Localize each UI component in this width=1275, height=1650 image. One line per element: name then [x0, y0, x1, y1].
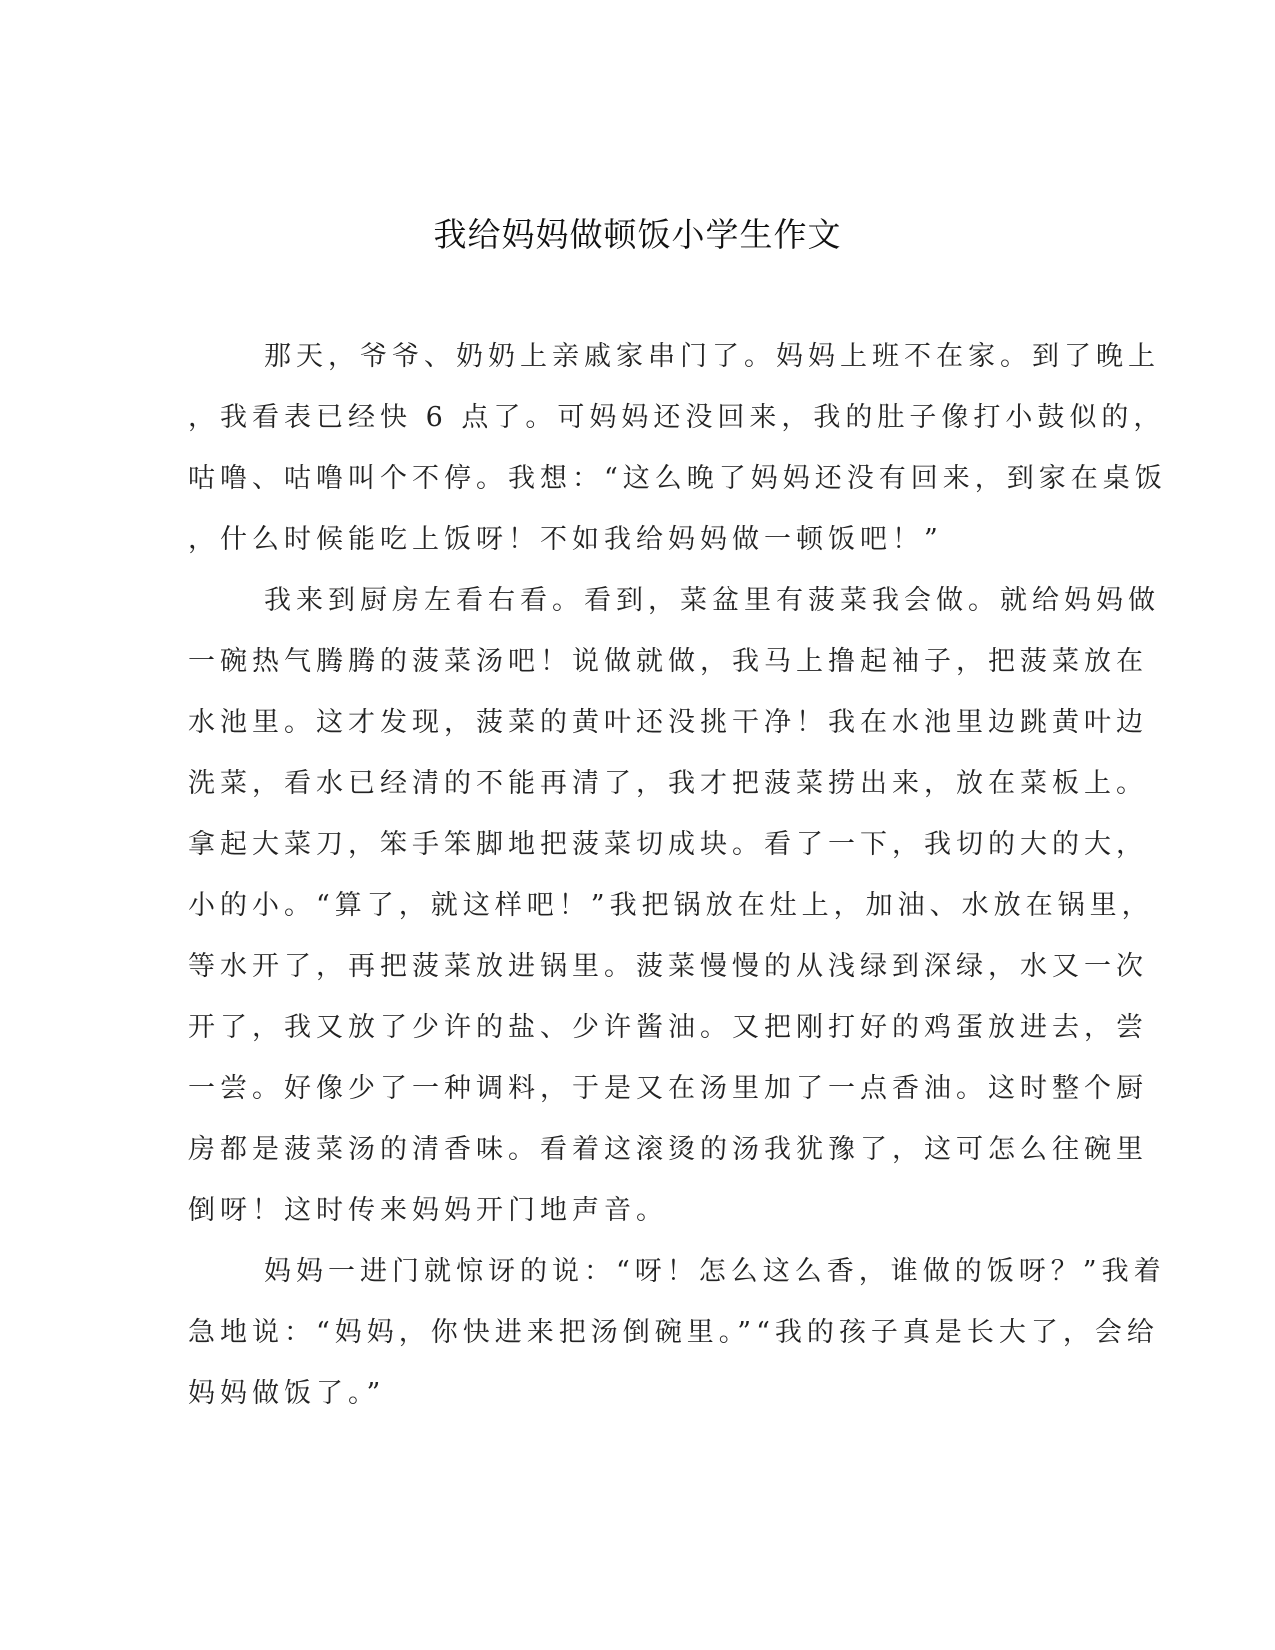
paragraph-1-line-1: 那天，爷爷、奶奶上亲戚家串门了。妈妈上班不在家。到了晚上 [264, 341, 1160, 372]
paragraph-3-line-1: 妈妈一进门就惊讶的说：“呀！怎么这么香，谁做的饭呀？”我着 [264, 1256, 1166, 1287]
document-title: 我给妈妈做顿饭小学生作文 [433, 215, 842, 254]
document-body [188, 326, 1167, 1424]
paragraph-1-line-4: ，什么时候能吃上饭呀！不如我给妈妈做一顿饭吧！” [188, 524, 943, 555]
paragraph-2-line-11: 倒呀！这时传来妈妈开门地声音。 [188, 1195, 668, 1226]
paragraph-2-line-3: 水池里。这才发现，菠菜的黄叶还没挑干净！我在水池里边跳黄叶边 [188, 707, 1148, 738]
paragraph-2-line-1: 我来到厨房左看右看。看到，菜盆里有菠菜我会做。就给妈妈做 [264, 585, 1160, 616]
paragraph-2-line-2: 一碗热气腾腾的菠菜汤吧！说做就做，我马上撸起袖子，把菠菜放在 [188, 646, 1148, 677]
paragraph-2-line-4: 洗菜，看水已经清的不能再清了，我才把菠菜捞出来，放在菜板上。 [188, 768, 1148, 799]
paragraph-2-line-5: 拿起大菜刀，笨手笨脚地把菠菜切成块。看了一下，我切的大的大， [188, 829, 1148, 860]
paragraph-2-line-10: 房都是菠菜汤的清香味。看着这滚烫的汤我犹豫了，这可怎么往碗里 [188, 1134, 1148, 1165]
paragraph-3-line-3: 妈妈做饭了。” [188, 1378, 386, 1409]
paragraph-1-line-2: ，我看表已经快 6 点了。可妈妈还没回来，我的肚子像打小鼓似的， [188, 402, 1166, 433]
paragraph-2-line-9: 一尝。好像少了一种调料，于是又在汤里加了一点香油。这时整个厨 [188, 1073, 1148, 1104]
paragraph-3-line-2: 急地说：“妈妈，你快进来把汤倒碗里。”“我的孩子真是长大了，会给 [188, 1317, 1159, 1348]
paragraph-2-line-8: 开了，我又放了少许的盐、少许酱油。又把刚打好的鸡蛋放进去，尝 [188, 1012, 1148, 1043]
paragraph-1-line-3: 咕噜、咕噜叫个不停。我想：“这么晚了妈妈还没有回来，到家在桌饭 [188, 463, 1167, 494]
paragraph-2-line-7: 等水开了，再把菠菜放进锅里。菠菜慢慢的从浅绿到深绿，水又一次 [188, 951, 1148, 982]
paragraph-2-line-6: 小的小。“算了，就这样吧！”我把锅放在灶上，加油、水放在锅里， [188, 890, 1154, 921]
